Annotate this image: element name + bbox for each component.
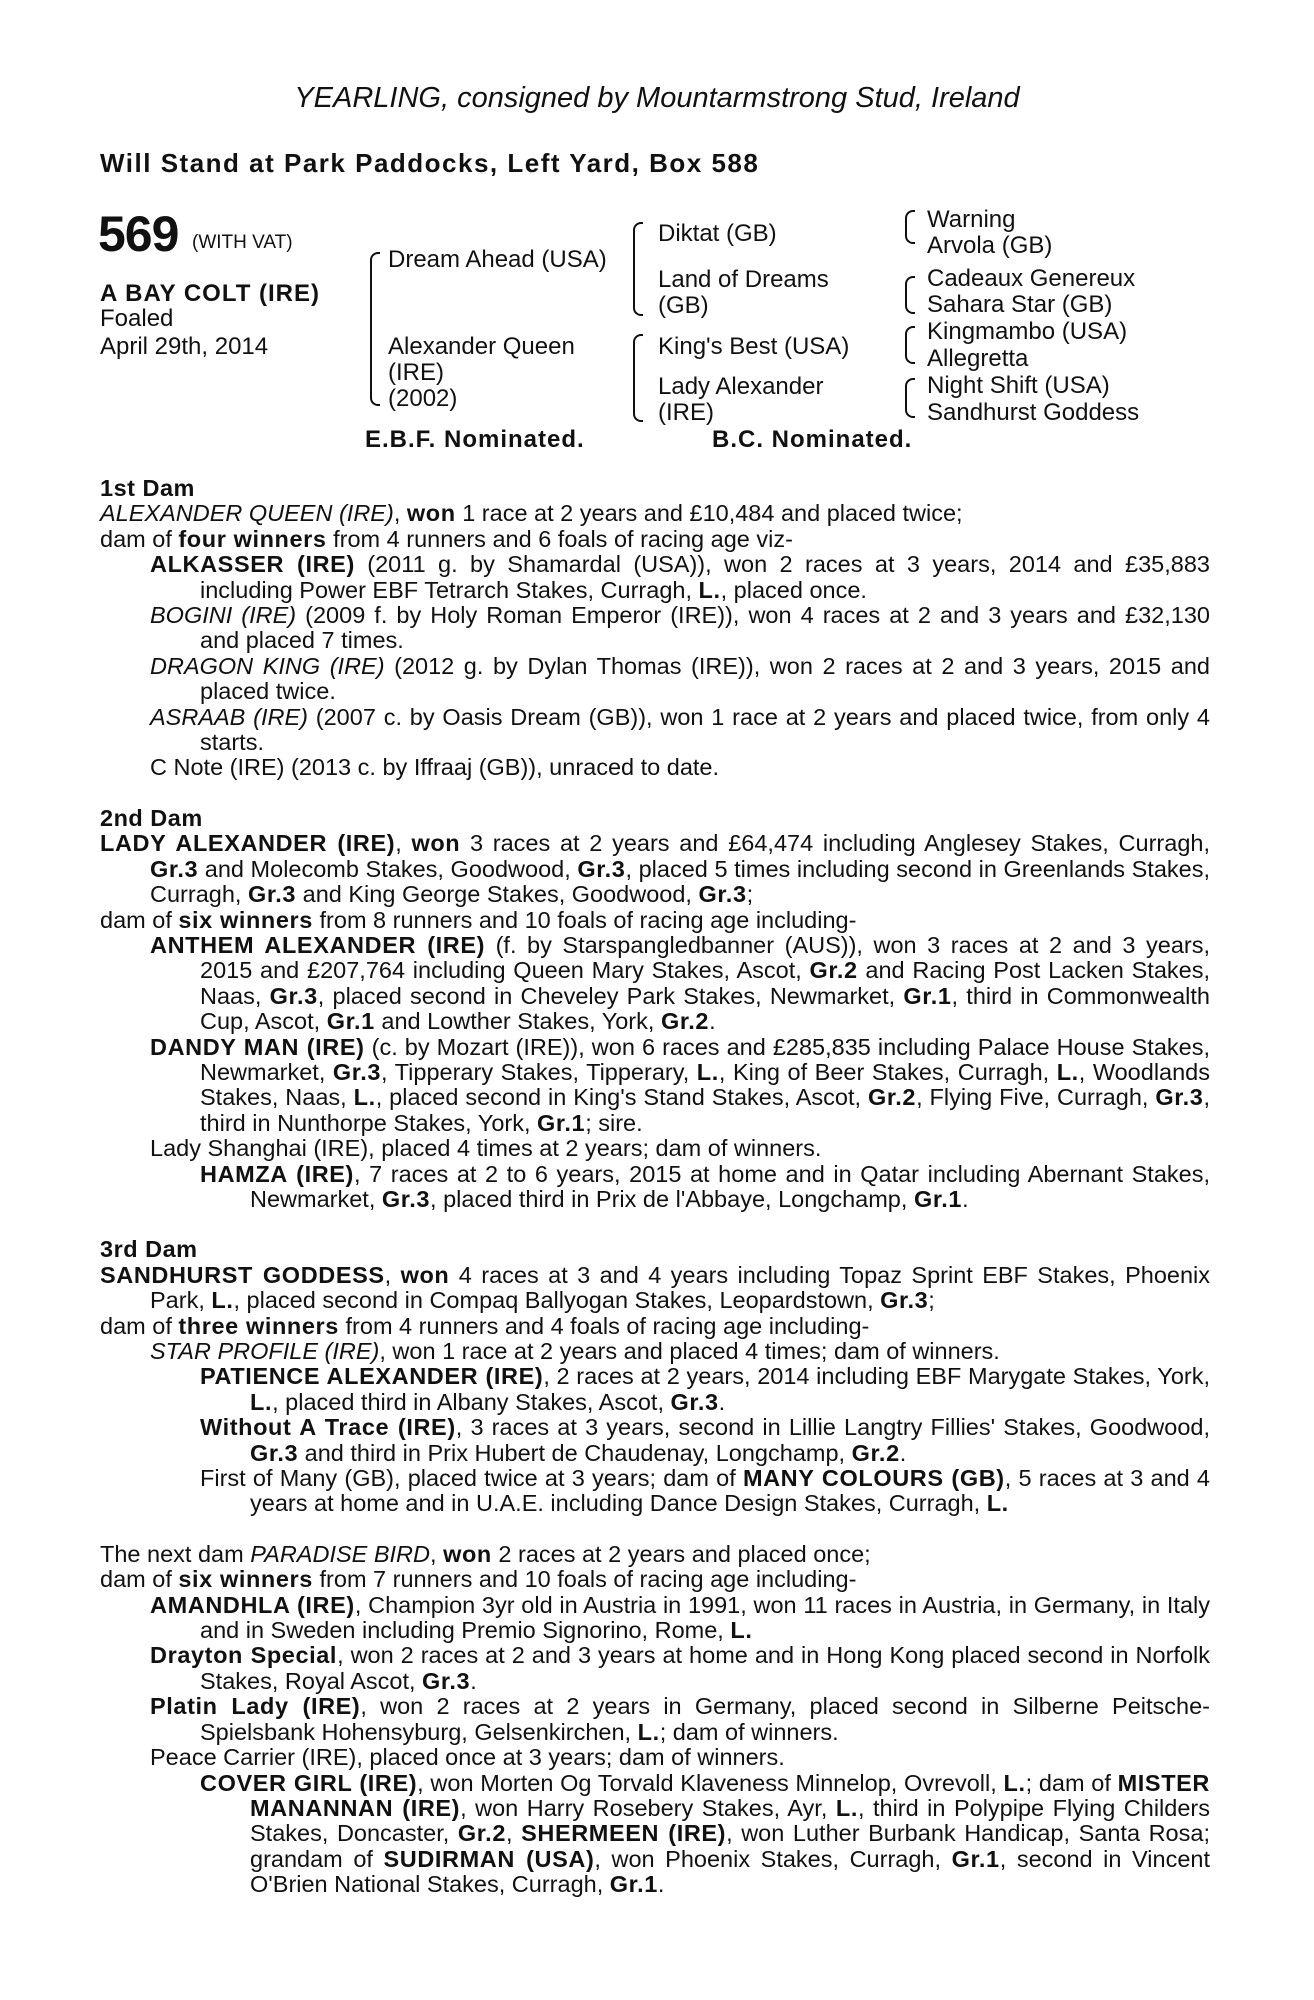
third-dam-produce-summary: dam of three winners from 4 runners and 4 foals of racing age including-	[100, 1312, 870, 1339]
sds-name: Cadeaux Genereux	[927, 265, 1136, 292]
produce-entry: BOGINI (IRE) (2009 f. by Holy Roman Emperor (IRE)), won 4 races at 2 and 3 years and £32,130 and placed 7 times.	[150, 602, 1210, 654]
dam-dam-name: Lady Alexander (IRE)	[658, 373, 824, 426]
first-dam-record: ALEXANDER QUEEN (IRE), won 1 race at 2 years and £10,484 and placed twice;	[100, 500, 963, 527]
bracket-ss	[905, 210, 915, 244]
next-dam-record: The next dam PARADISE BIRD, won 2 races at 2 years and placed once;	[100, 1540, 871, 1567]
consignor-line: YEARLING, consigned by Mountarmstrong Stud, Ireland	[294, 82, 1020, 114]
third-dam-heading: 3rd Dam	[100, 1236, 198, 1263]
foaled-info	[100, 305, 268, 361]
ebf-nominated: E.B.F. Nominated.	[365, 426, 585, 453]
catalogue-body	[100, 476, 1210, 1898]
second-dam-produce-summary: dam of six winners from 8 runners and 10 foals of racing age including-	[100, 906, 857, 933]
bracket-ds	[905, 326, 915, 364]
bc-nominated: B.C. Nominated.	[712, 426, 913, 453]
vat-note: (WITH VAT)	[192, 232, 293, 253]
produce-entry: PATIENCE ALEXANDER (IRE), 2 races at 2 years, 2014 including EBF Marygate Stakes, York, L., placed third in Albany Stakes, Ascot, Gr.3.	[200, 1363, 1210, 1415]
second-dam-heading: 2nd Dam	[100, 804, 203, 831]
lot-number: 569	[98, 206, 179, 262]
produce-entry: Platin Lady (IRE), won 2 races at 2 years in Germany, placed second in Silberne Peitsche-Spielsbank Hohensyburg, Gelsenkirchen, L.; dam of winners.	[150, 1693, 1210, 1745]
lot-title: A BAY COLT (IRE)	[100, 280, 321, 307]
dam-name: Alexander Queen (IRE) (2002)	[388, 333, 575, 412]
sdd-name: Sahara Star (GB)	[927, 291, 1113, 318]
bracket-dd	[905, 378, 915, 418]
first-dam-heading: 1st Dam	[100, 475, 195, 501]
produce-entry: COVER GIRL (IRE), won Morten Og Torvald Klaveness Minnelop, Ovrevoll, L.; dam of MISTER MANANNAN (IRE), won Harry Rosebery Stakes, Ayr, L., third in Polypipe Flying Childers Stakes, Doncaster, Gr.2, SHERMEEN (IRE), won Luther Burbank Handicap, Santa Rosa; grandam of SUDIRMAN (USA), won Phoenix Stakes, Curragh, Gr.1, second in Vincent O'Brien National Stakes, Curragh, Gr.1.	[200, 1769, 1210, 1898]
foaled-label: Foaled	[100, 305, 174, 332]
produce-entry: DRAGON KING (IRE) (2012 g. by Dylan Thomas (IRE)), won 2 races at 2 and 3 years, 2015 and placed twice.	[150, 652, 1210, 705]
produce-entry: ANTHEM ALEXANDER (IRE) (f. by Starspangledbanner (AUS)), won 3 races at 2 and 3 years, 2015 and £207,764 including Queen Mary Stakes, Ascot, Gr.2 and Racing Post Lacken Stakes, Naas, Gr.3, placed second in Cheveley Park Stakes, Newmarket, Gr.1, third in Commonwealth Cup, Ascot, Gr.1 and Lowther Stakes, York, Gr.2.	[150, 931, 1211, 1035]
produce-entry: STAR PROFILE (IRE), won 1 race at 2 years and placed 4 times; dam of winners.	[150, 1338, 1000, 1364]
produce-entry: ASRAAB (IRE) (2007 c. by Oasis Dream (GB)), won 1 race at 2 years and placed twice, from only 4 starts.	[150, 703, 1210, 756]
bracket-dam	[633, 334, 643, 422]
produce-entry: Drayton Special, won 2 races at 2 and 3 years at home and in Hong Kong placed second in Norfolk Stakes, Royal Ascot, Gr.3.	[150, 1642, 1210, 1694]
produce-entry: HAMZA (IRE), 7 races at 2 to 6 years, 2015 at home and in Qatar including Abernant Stakes, Newmarket, Gr.3, placed third in Prix de l'Abbaye, Longchamp, Gr.1.	[200, 1160, 1210, 1212]
ssd-name: Arvola (GB)	[927, 232, 1053, 259]
foaled-date: April 29th, 2014	[100, 333, 269, 360]
sire-dam-name: Land of Dreams (GB)	[658, 266, 829, 319]
second-dam-record: LADY ALEXANDER (IRE), won 3 races at 2 years and £64,474 including Anglesey Stakes, Curragh, Gr.3 and Molecomb Stakes, Goodwood, Gr.3, placed 5 times including second in Greenlands Stakes, Curragh, Gr.3 and King George Stakes, Goodwood, Gr.3;	[100, 830, 1211, 908]
bracket-sd	[905, 276, 915, 314]
dss-name: Kingmambo (USA)	[927, 318, 1128, 345]
produce-entry: AMANDHLA (IRE), Champion 3yr old in Austria in 1991, won 11 races in Austria, in Germany, in Italy and in Sweden including Premio Signorino, Rome, L.	[150, 1591, 1210, 1644]
first-dam-produce-summary: dam of four winners from 4 runners and 6 foals of racing age viz-	[100, 525, 793, 552]
produce-entry: First of Many (GB), placed twice at 3 years; dam of MANY COLOURS (GB), 5 races at 3 and 4 years at home and in U.A.E. including Dance Design Stakes, Curragh, L.	[200, 1465, 1210, 1517]
stand-location: Will Stand at Park Paddocks, Left Yard, Box 588	[100, 148, 760, 178]
sire-sire-name: Diktat (GB)	[658, 220, 777, 247]
dam-sire-name: King's Best (USA)	[658, 333, 850, 360]
next-dam-produce-summary: dam of six winners from 7 runners and 10 foals of racing age including-	[100, 1566, 857, 1593]
produce-entry: C Note (IRE) (2013 c. by Iffraaj (GB)), unraced to date.	[150, 754, 720, 781]
produce-entry: Without A Trace (IRE), 3 races at 3 years, second in Lillie Langtry Fillies' Stakes, Goodwood, Gr.3 and third in Prix Hubert de Chaudenay, Longchamp, Gr.2.	[200, 1414, 1210, 1466]
third-dam-record: SANDHURST GODDESS, won 4 races at 3 and 4 years including Topaz Sprint EBF Stakes, Phoenix Park, L., placed second in Compaq Ballyogan Stakes, Leopardstown, Gr.3;	[100, 1261, 1210, 1314]
bracket-sire	[633, 222, 643, 316]
dsd-name: Allegretta	[927, 345, 1029, 372]
sss-name: Warning	[927, 206, 1016, 233]
bracket-generation-1	[370, 252, 380, 406]
produce-entry: DANDY MAN (IRE) (c. by Mozart (IRE)), won 6 races and £285,835 including Palace House Stakes, Newmarket, Gr.3, Tipperary Stakes, Tipperary, L., King of Beer Stakes, Curragh, L., Woodlands Stakes, Naas, L., placed second in King's Stand Stakes, Ascot, Gr.2, Flying Five, Curragh, Gr.3, third in Nunthorpe Stakes, York, Gr.1; sire.	[150, 1033, 1211, 1136]
ddd-name: Sandhurst Goddess	[927, 399, 1140, 426]
dds-name: Night Shift (USA)	[927, 372, 1110, 399]
produce-entry: Lady Shanghai (IRE), placed 4 times at 2 years; dam of winners.	[150, 1135, 822, 1162]
produce-entry: Peace Carrier (IRE), placed once at 3 years; dam of winners.	[150, 1744, 785, 1771]
sire-name: Dream Ahead (USA)	[388, 246, 607, 273]
produce-entry: ALKASSER (IRE) (2011 g. by Shamardal (USA)), won 2 races at 3 years, 2014 and £35,883 including Power EBF Tetrarch Stakes, Curragh, L., placed once.	[150, 551, 1210, 603]
